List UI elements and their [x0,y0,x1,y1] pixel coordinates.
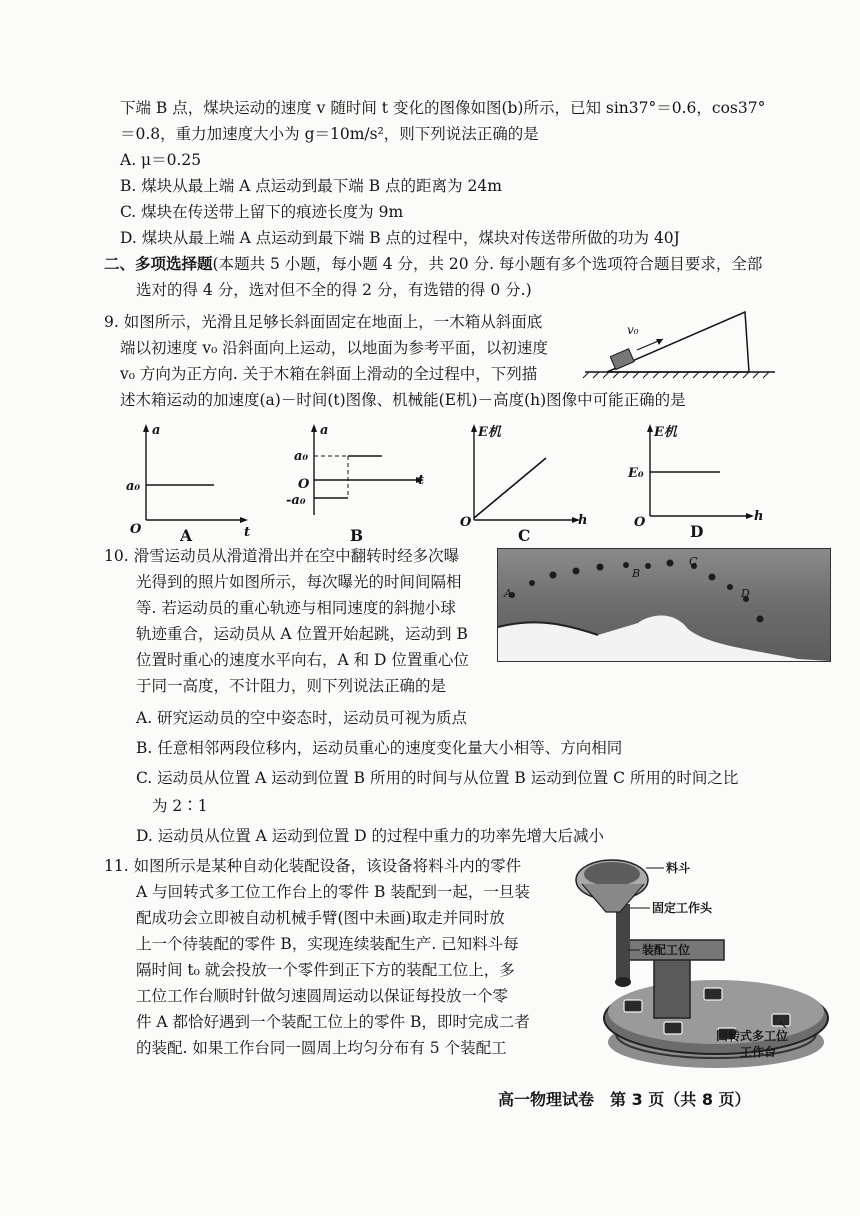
photo-label-d: D [741,587,750,600]
graph-a-label: A [180,526,193,545]
graph-c [456,420,596,540]
q10-option-c-cont: 为 2∶1 [152,797,208,815]
graph-a-yaxis: a [152,423,161,438]
q9-line1: 9. 如图所示，光滑且足够长斜面固定在地面上，一木箱从斜面底 [104,313,543,331]
q10-line3: 等. 若运动员的重心轨迹与相同速度的斜抛小球 [136,599,456,617]
q10-line1: 10. 滑雪运动员从滑道滑出并在空中翻转时经多次曝 [104,547,460,565]
section2-line1 [104,252,762,276]
q11-line1: 11. 如图所示是某种自动化装配设备，该设备将料斗内的零件 [104,857,522,875]
graph-b-origin: O [298,477,310,492]
photo-label-b: B [632,567,641,580]
q9-line2: 端以初速度 v₀ 沿斜面向上运动，以地面为参考平面，以初速度 [120,339,548,357]
q10-option-a: A. 研究运动员的空中姿态时，运动员可视为质点 [136,709,468,727]
q10-option-b: B. 任意相邻两段位移内，运动员重心的速度变化量大小相等、方向相同 [136,739,623,757]
q11-line2: A 与回转式多工位工作台上的零件 B 装配到一起，一旦装 [136,883,530,901]
graph-c-xaxis: h [578,513,588,528]
label-table-1: 回转式多工位 [716,1029,789,1043]
label-table-2: 工作台 [740,1045,777,1059]
q11-line6: 工位工作台顺时针做匀速圆周运动以保证每投放一个零 [136,987,509,1005]
q11-line7: 件 A 都恰好遇到一个装配工位上的零件 B，即时完成二者 [136,1013,530,1031]
section2-line2: 选对的得 4 分，选对但不全的得 2 分，有选错的得 0 分.) [136,281,532,299]
graph-a [118,420,258,540]
q11-line4: 上一个待装配的零件 B，实现连续装配生产. 已知料斗每 [136,935,519,953]
graph-a-xaxis: t [244,525,251,540]
photo-label-a: A [504,587,512,600]
q11-line5: 隔时间 t₀ 就会投放一个零件到正下方的装配工位上，多 [136,961,515,979]
page-footer: 高一物理试卷 第 3 页（共 8 页） [498,1090,751,1109]
q8-option-c: C. 煤块在传送带上留下的痕迹长度为 9m [120,203,404,221]
q8-option-a: A. μ＝0.25 [120,151,202,169]
graph-b-yaxis: a [320,423,329,438]
section2-desc: (本题共 5 小题，每小题 4 分，共 20 分. 每小题有多个选项符合题目要求，全部 [212,255,763,273]
assembly-device-figure [568,852,828,1080]
section2-heading: 二、多项选择题 [104,254,213,273]
q10-line6: 于同一高度，不计阻力，则下列说法正确的是 [136,677,447,695]
label-head: 固定工作头 [652,901,713,915]
graph-b-label: B [350,526,364,545]
q10-option-d: D. 运动员从位置 A 运动到位置 D 的过程中重力的功率先增大后减小 [136,827,605,845]
graph-d-level: E₀ [628,466,644,481]
graph-d-label: D [690,522,704,541]
q10-line5: 位置时重心的速度水平向右，A 和 D 位置重心位 [136,651,469,669]
graph-b-top: a₀ [294,449,309,464]
q8-line2: ＝0.8，重力加速度大小为 g＝10m/s²，则下列说法正确的是 [120,125,539,143]
label-hopper: 料斗 [666,861,691,875]
graph-c-yaxis: E机 [478,425,501,440]
q8-line1: 下端 B 点，煤块运动的速度 v 随时间 t 变化的图像如图(b)所示，已知 sin37°＝0.6，cos37° [120,99,766,117]
v0-label: v₀ [627,323,639,337]
graph-b [286,420,436,530]
q10-line4: 轨迹重合，运动员从 A 位置开始起跳，运动到 B [136,625,468,643]
graph-d-origin: O [634,515,646,530]
q8-option-b: B. 煤块从最上端 A 点运动到最下端 B 点的距离为 24m [120,177,502,195]
q10-line2: 光得到的照片如图所示，每次曝光的时间间隔相 [136,573,462,591]
q9-incline-figure [585,306,785,386]
q9-line4: 述木箱运动的加速度(a)－时间(t)图像、机械能(E机)－高度(h)图像中可能正确的是 [120,391,686,409]
q10-option-c: C. 运动员从位置 A 运动到位置 B 所用的时间与从位置 B 运动到位置 C 所用的时间之比 [136,769,739,787]
graph-d-xaxis: h [754,509,764,524]
graph-a-origin: O [130,522,142,537]
q11-line8: 的装配. 如果工作台同一圆周上均匀分布有 5 个装配工 [136,1039,507,1057]
graph-c-label: C [518,526,531,545]
skier-photo [497,548,831,662]
graph-d-yaxis: E机 [654,425,677,440]
q8-option-d: D. 煤块从最上端 A 点运动到最下端 B 点的过程中，煤块对传送带所做的功为 40J [120,229,680,247]
q11-line3: 配成功会立即被自动机械手臂(图中未画)取走并同时放 [136,909,505,927]
graph-c-origin: O [460,515,472,530]
graph-b-xaxis: t [418,473,425,488]
photo-label-c: C [689,555,698,568]
graph-a-level: a₀ [126,479,141,494]
q9-line3: v₀ 方向为正方向. 关于木箱在斜面上滑动的全过程中，下列描 [120,365,538,383]
graph-b-bottom: -a₀ [286,493,306,508]
label-station: 装配工位 [642,943,691,957]
